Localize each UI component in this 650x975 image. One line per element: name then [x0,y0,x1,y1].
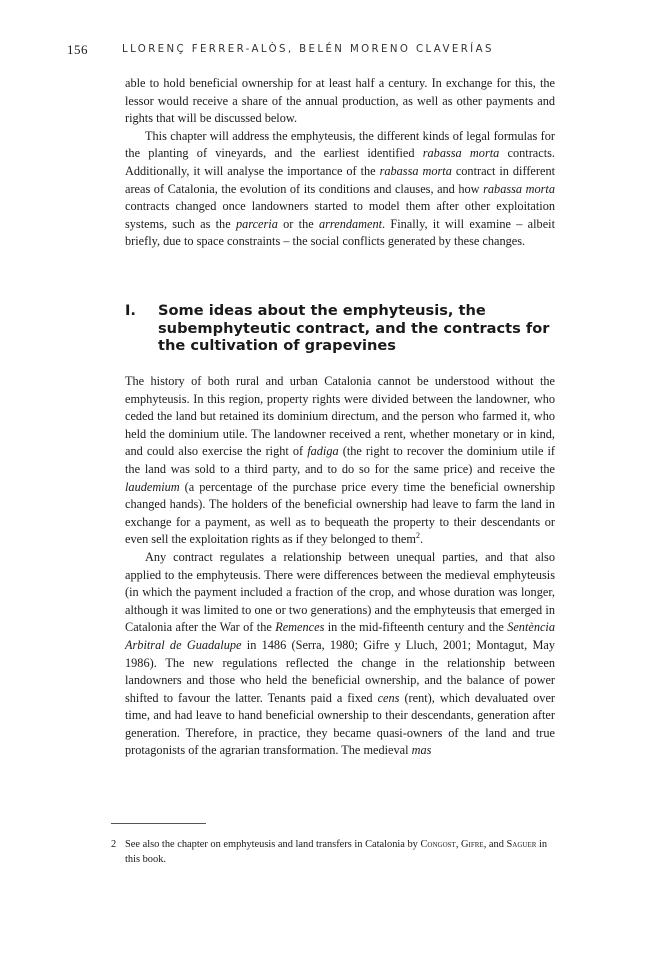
page-header [67,42,590,60]
paragraph-3 [125,373,555,549]
italic-term: parceria [235,216,278,231]
text-run: , and [483,839,507,850]
author-name: Gifre [461,839,484,850]
body-text-top [125,75,555,251]
text-run: This chapter will address the emphyteusis, the different kinds of legal formulas for the planting of vineyards, and the earliest identified [125,128,555,161]
text-run: contracts changed once landowners started to model them after other exploitation systems, such as the [125,199,555,231]
text-run: contract in different areas of Catalonia, the evolution of its conditions and clauses, and how [125,163,556,196]
footnote-number: 2 [111,839,117,850]
page-number: 156 [67,42,88,57]
text-run: The history of both rural and urban Catalonia cannot be understood without the emphyteusis. In this region, property rights were divided between the landowner, who ceded the land but retained its dominium directum, and the person who farmed it, who held the dominium utile. The landowner received a rent, whether monetary or in kind, and could also exercise the right of [125,374,555,459]
text-run: , [455,839,462,850]
italic-term: Sentència Arbitral de Guadalupe [125,620,555,652]
paragraph-1: able to hold beneficial ownership for at least half a century. In exchange for this, the lessor would receive a share of the annual production, as well as other payments and rights that will be discussed below. [125,76,555,126]
italic-term: laudemium [125,479,180,494]
body-text-bottom [125,373,555,760]
footnote-divider [111,823,206,824]
text-run: (a percentage of the purchase price every time the beneficial ownership changed hands). The holders of the beneficial ownership had leave to farm the land in exchange for a payment, as well as to bequeath the property to their descendants or even sell the exploitation rights as if they belonged to them [125,479,555,547]
section-title: Some ideas about the emphyteusis, the subemphyteutic contract, and the contracts for the cultivation of grapevines [158,302,550,354]
italic-term: mas [411,743,432,758]
text-run: (rent), which devaluated over time, and had leave to hand beneficial ownership to their descendants, generation after generation. Therefore, in practice, they became quasi-owners of the land and true protagonists of the agrarian transformation. The medieval [125,690,555,758]
italic-term: fadiga [307,444,339,459]
text-run: in this book. [125,839,548,865]
text-run: in the mid-fifteenth century and the [324,620,508,635]
text-run: . Finally, it will examine – albeit briefly, due to space constraints – the social conflicts generated by these changes. [125,216,555,249]
italic-term: arrendament [318,216,383,231]
text-run: Any contract regulates a relationship between unequal parties, and that also applied to the emphyteusis. There were differences between the medieval emphyteusis (in which the payment included a fraction of the crop, and whose duration was longer, although it was limited to one or two generations) and the emphyteusis that emerged in Catalonia after the War of the [125,549,555,635]
running-head: LLORENÇ FERRER-ALÒS, BELÉN MORENO CLAVERÍAS [122,44,494,55]
text-run: in 1486 (Serra, 1980; Gifre y Lluch, 2001; Montagut, May 1986). The new regulations reflected the change in the relationship between landowners and those who held the beneficial ownership, and the balance of power shifted to favour the latter. Tenants paid a fixed [125,637,556,705]
italic-term: rabassa morta [483,181,555,196]
text-run: (the right to recover the dominium utile if the land was sold to a third party, and to do so for the same price) and receive the [125,444,556,476]
text-run: contracts. Additionally, it will analyse the importance of the [125,146,556,178]
author-name: Congost [420,839,456,850]
paragraph-4 [125,549,555,760]
author-name: Saguer [506,839,537,850]
italic-term: cens [377,690,400,705]
italic-term: rabassa morta [422,146,500,161]
italic-term: Remences [275,620,325,635]
section-heading [125,302,555,355]
footnote-text [125,837,555,867]
paragraph-2 [125,128,555,251]
section-number: I. [125,302,136,319]
footnote-ref[interactable]: 2 [415,531,420,541]
italic-term: rabassa morta [379,163,452,178]
footnote [111,837,555,867]
text-run: See also the chapter on emphyteusis and land transfers in Catalonia by [125,839,421,850]
text-run: . [419,532,424,547]
text-run: or the [277,216,319,231]
